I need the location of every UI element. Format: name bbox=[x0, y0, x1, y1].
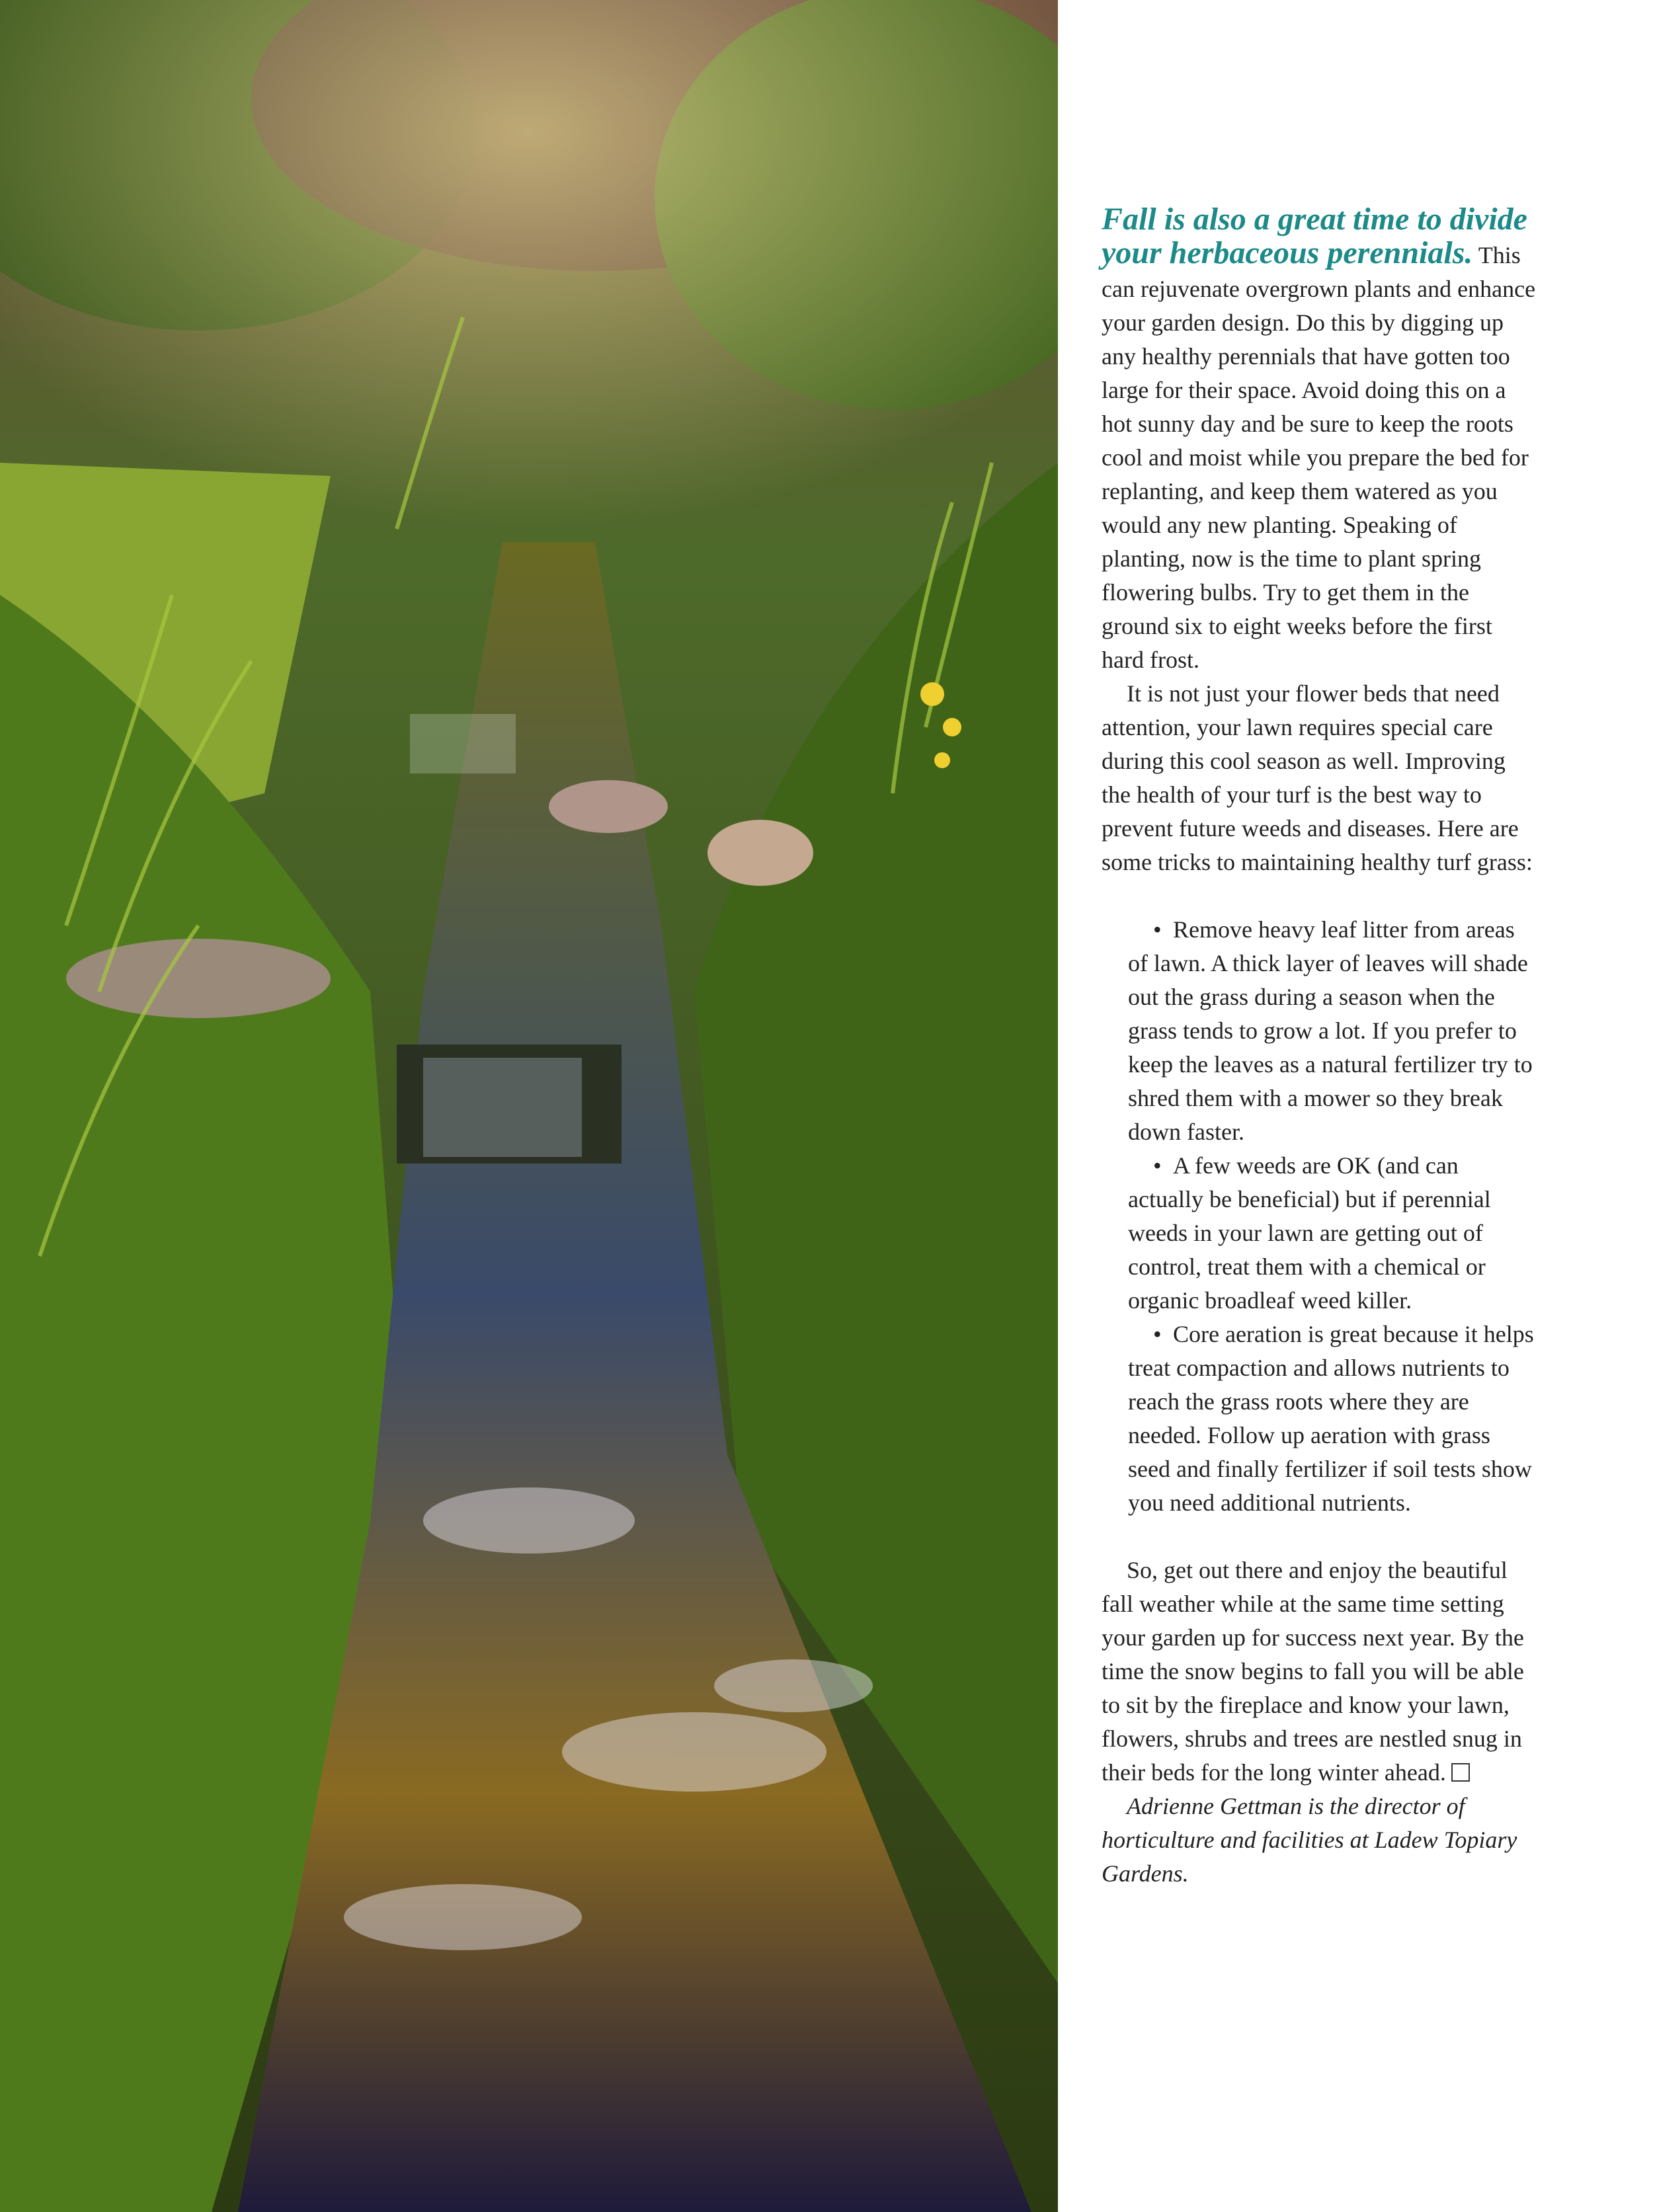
turf-tips-list bbox=[1102, 913, 1538, 1520]
closing-paragraph bbox=[1102, 1554, 1538, 1790]
author-byline: Adrienne Gettman is the director of horticulture and facilities at Ladew Topiary Gardens. bbox=[1102, 1793, 1517, 1887]
list-item: • Core aeration is great because it helps treat compaction and allows nutrients to reach the grass roots where they are needed. Follow up aeration with grass seed and finally fertilizer if soil tests show you need additional nutrients. bbox=[1128, 1318, 1538, 1520]
lead-text: This can rejuvenate overgrown plants and enhance your garden design. Do this by digging up any healthy perennials that have gotten too large for their space. Avoid doing this on a hot sunny day and be sure to keep the roots cool and moist while you prepare the bed for replanting, and keep them watered as you would any new planting. Speaking of planting, now is the time to plant spring flowering bulbs. Try to get them in the ground six to eight weeks before the first hard frost. bbox=[1102, 242, 1536, 673]
list-item: • A few weeds are OK (and can actually be beneficial) but if perennial weeds in your lawn are getting out of control, treat them with a chemical or organic broadleaf weed killer. bbox=[1128, 1149, 1538, 1318]
article-column bbox=[1102, 202, 1538, 1891]
end-mark-icon bbox=[1451, 1763, 1470, 1782]
lead-paragraph bbox=[1102, 202, 1538, 677]
lead-heading: Fall is also a great time to divide your herbaceous perennials. bbox=[1102, 202, 1527, 270]
lawn-paragraph: It is not just your flower beds that need attention, your lawn requires special care during this cool season as well. Improving the health of your turf is the best way to prevent future weeds and diseases. Here are some tricks to maintaining healthy turf grass: bbox=[1102, 680, 1533, 875]
list-item: • Remove heavy leaf litter from areas of lawn. A thick layer of leaves will shade out the grass during a season when the grass tends to grow a lot. If you prefer to keep the leaves as a natural fertilizer try to shred them with a mower so they break down faster. bbox=[1128, 913, 1538, 1149]
closing-text: So, get out there and enjoy the beautiful fall weather while at the same time setting your garden up for success next year. By the time the snow begins to fall you will be able to sit by the fireplace and know your lawn, flowers, shrubs and trees are nestled snug in their beds for the long winter ahead. bbox=[1102, 1557, 1524, 1786]
